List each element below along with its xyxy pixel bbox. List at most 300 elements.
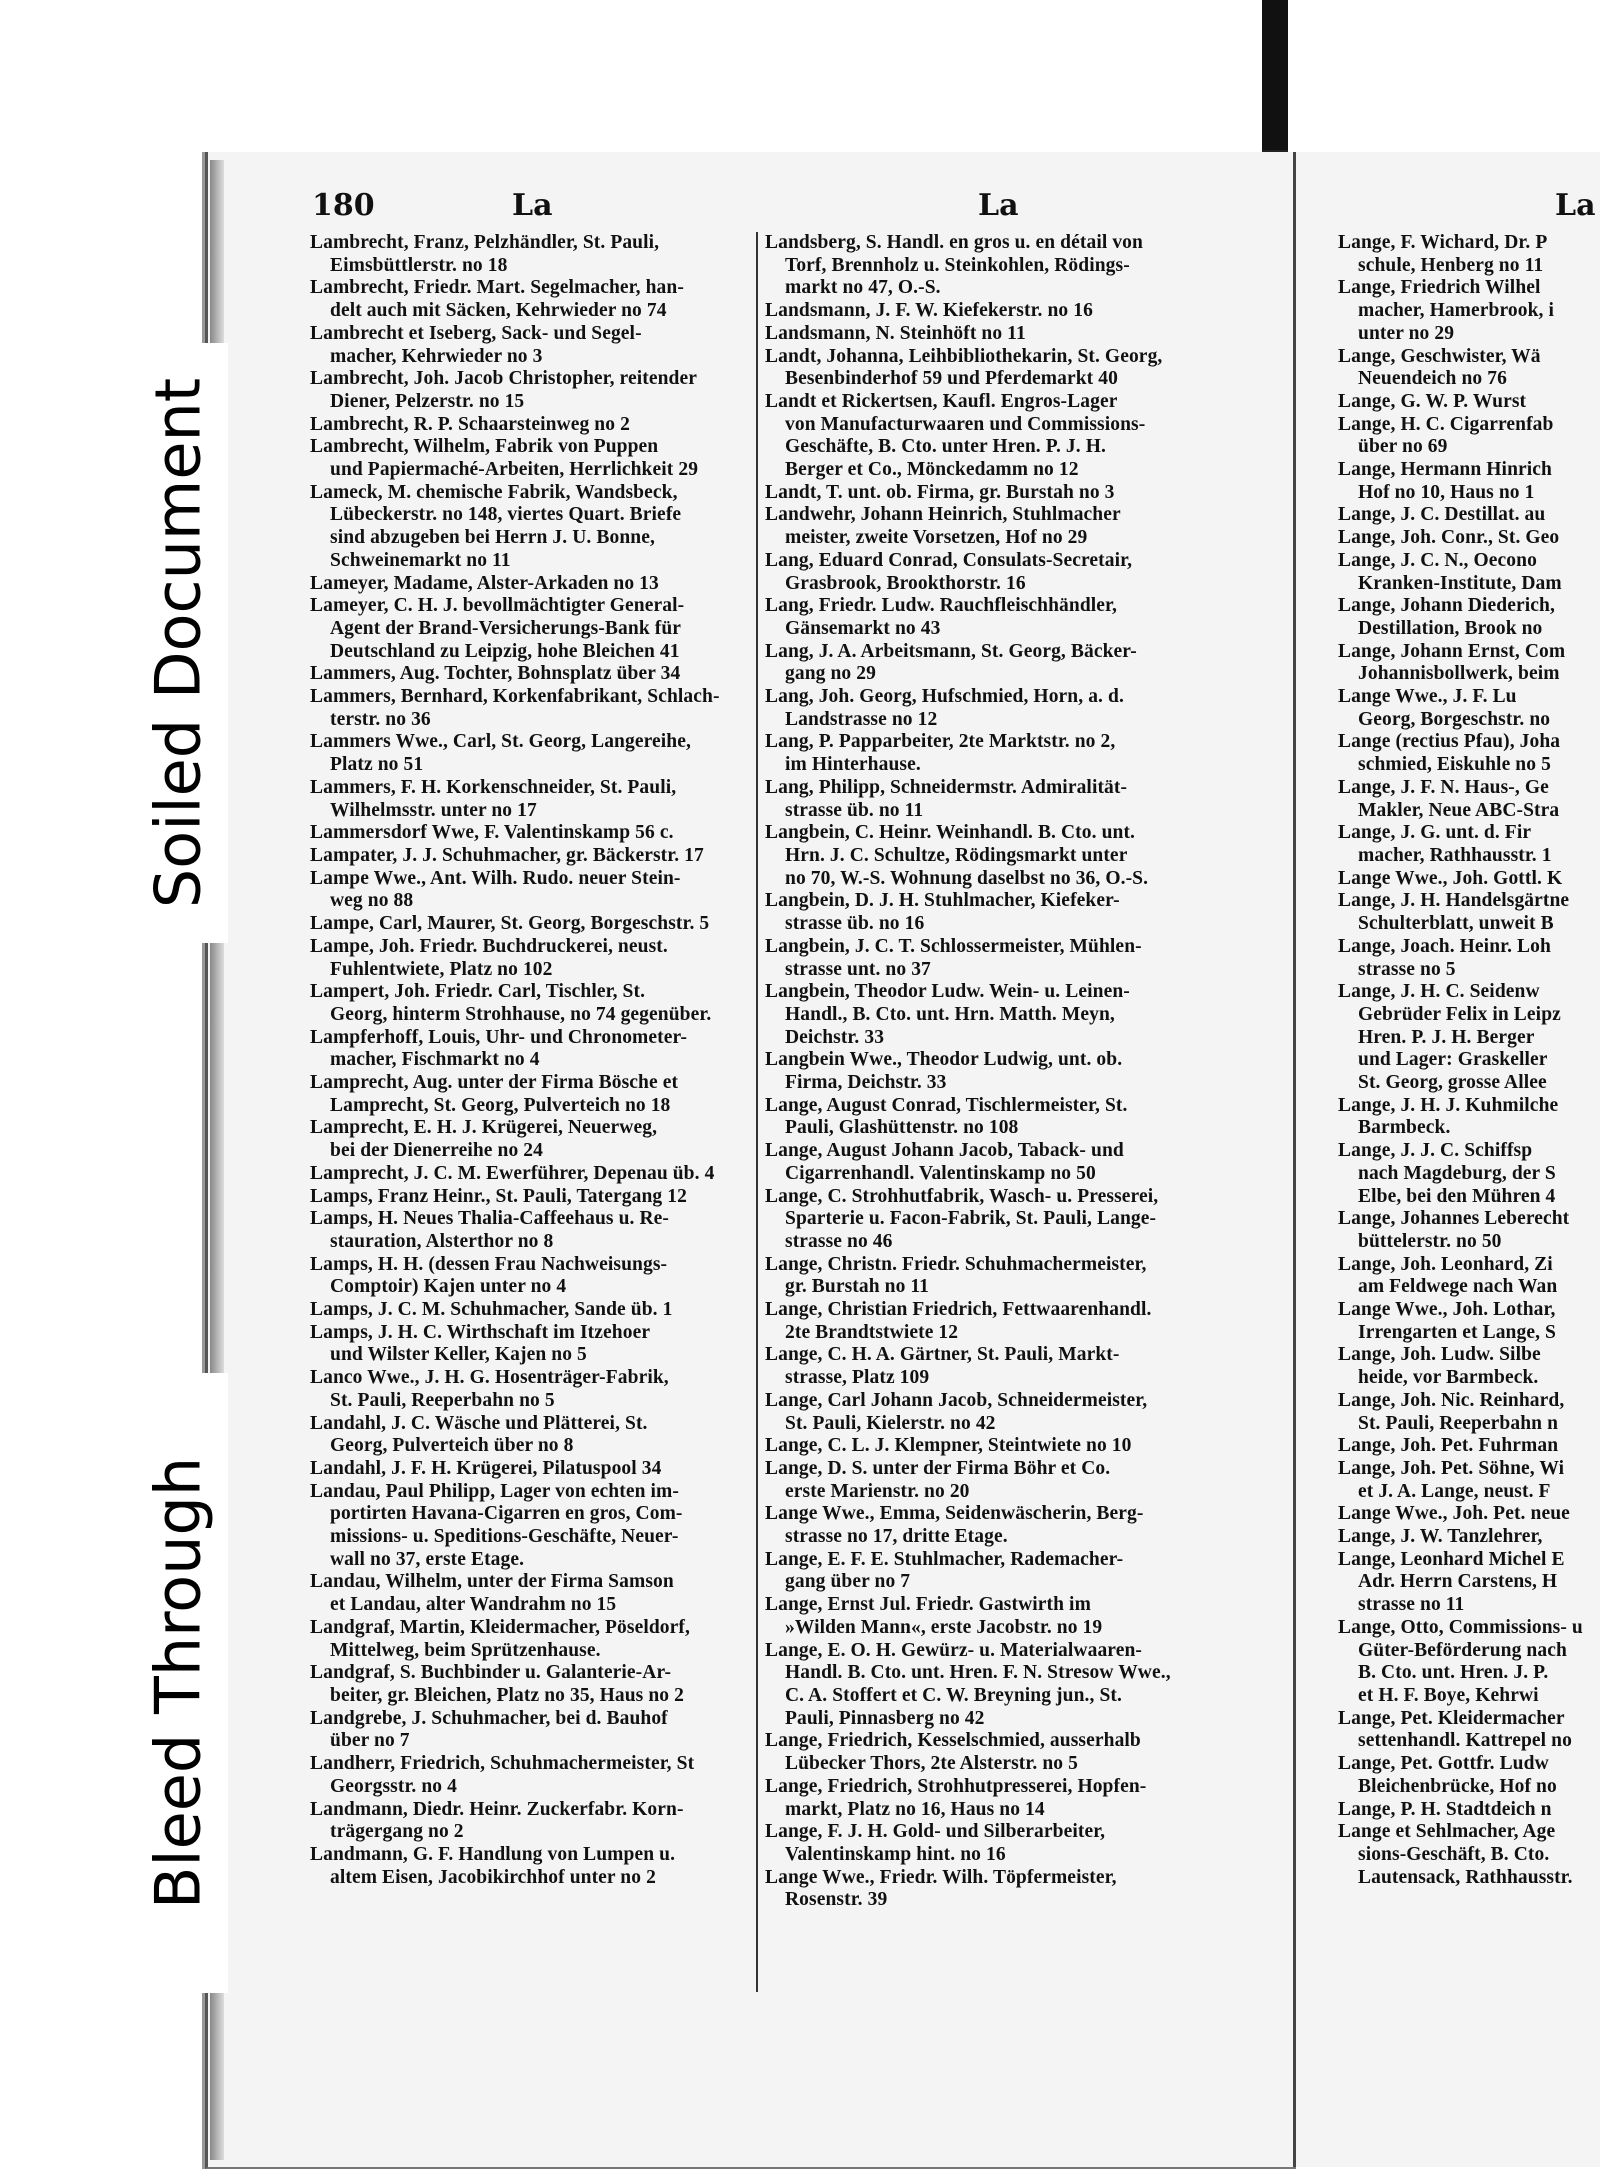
directory-entry xyxy=(310,936,760,981)
entry-continuation-line: strasse, Platz 109 xyxy=(785,1367,930,1389)
entry-continuation-line: et J. A. Lange, neust. F xyxy=(1358,1480,1551,1502)
entry-name-line: Lang, Friedr. Ludw. Rauchfleischhändler, xyxy=(765,595,1118,617)
soiled-document-label xyxy=(128,343,228,943)
entry-name-line: Landt, T. unt. ob. Firma, gr. Burstah no 3 xyxy=(765,481,1115,503)
entry-continuation-line: über no 69 xyxy=(1358,436,1448,458)
directory-entry xyxy=(310,1413,760,1458)
directory-entry xyxy=(310,822,760,845)
entry-continuation-line: et H. F. Boye, Kehrwi xyxy=(1358,1685,1539,1706)
entry-continuation-line: Comptoir) Kajen unter no 4 xyxy=(330,1276,567,1298)
directory-entry xyxy=(1338,777,1600,822)
directory-column-3 xyxy=(1338,232,1600,1889)
entry-name-line: Lange, Friedrich, Kesselschmied, ausserhalb xyxy=(765,1730,1141,1752)
entry-continuation-line: Elbe, bei den Mühren 4 xyxy=(1358,1185,1556,1207)
entry-continuation-line: und Lager: Graskeller xyxy=(1358,1049,1548,1071)
entry-continuation-line: Barmbeck. xyxy=(1358,1117,1451,1139)
bleed-through-text: Bleed Through xyxy=(141,1456,215,1910)
entry-name-line: Lange Wwe., Joh. Gottl. K xyxy=(1338,867,1563,889)
entry-continuation-line: Schulterblatt, unweit B xyxy=(1358,913,1554,935)
directory-entry xyxy=(765,1549,1223,1594)
entry-name-line: Lange, J. H. C. Seidenw xyxy=(1338,981,1540,1003)
entry-continuation-line: Georg, Borgeschstr. no xyxy=(1358,708,1551,730)
entry-name-line: Lange, F. J. H. Gold- und Silberarbeiter, xyxy=(765,1821,1106,1843)
directory-entry xyxy=(1338,1753,1600,1798)
directory-entry xyxy=(310,1072,760,1117)
entry-continuation-line: macher, Rathhausstr. 1 xyxy=(1358,844,1552,866)
soiled-document-text: Soiled Document xyxy=(141,377,215,909)
entry-continuation-line: markt no 47, O.-S. xyxy=(785,277,941,299)
entry-name-line: Lange, C. L. J. Klempner, Steintwiete no 10 xyxy=(765,1435,1132,1457)
entry-continuation-line: Hrn. J. C. Schultze, Rödingsmarkt unter xyxy=(785,844,1128,866)
entry-name-line: Lange, E. O. H. Gewürz- u. Materialwaaren- xyxy=(765,1639,1142,1661)
entry-continuation-line: sions-Geschäft, B. Cto. xyxy=(1358,1843,1550,1865)
directory-entry xyxy=(310,1186,760,1209)
entry-continuation-line: nach Magdeburg, der S xyxy=(1358,1162,1556,1184)
entry-name-line: Langbein, Theodor Ludw. Wein- u. Leinen- xyxy=(765,981,1130,1003)
entry-name-line: Lange, J. W. Tanzlehrer, xyxy=(1338,1526,1543,1548)
directory-entry xyxy=(1338,1254,1600,1299)
entry-continuation-line: über no 7 xyxy=(330,1730,410,1752)
entry-name-line: Lamprecht, J. C. M. Ewerführer, Depenau üb. 4 xyxy=(310,1162,715,1184)
page-number: 180 xyxy=(312,188,375,223)
entry-name-line: Lambrecht et Iseberg, Sack- und Segel- xyxy=(310,322,642,344)
directory-entry xyxy=(310,1458,760,1481)
entry-name-line: Lange, Pet. Gottfr. Ludw xyxy=(1338,1753,1549,1775)
entry-name-line: Lange, P. H. Stadtdeich n xyxy=(1338,1798,1552,1820)
entry-name-line: Lampferhoff, Louis, Uhr- und Chronometer- xyxy=(310,1026,688,1048)
directory-entry xyxy=(310,1571,760,1616)
directory-entry xyxy=(310,1163,760,1186)
entry-continuation-line: stauration, Alsterthor no 8 xyxy=(330,1230,554,1252)
entry-continuation-line: und Papiermaché-Arbeiten, Herrlichkeit 29 xyxy=(330,459,699,481)
directory-entry xyxy=(1338,1549,1600,1617)
directory-entry xyxy=(1338,595,1600,640)
entry-continuation-line: beiter, gr. Bleichen, Platz no 35, Haus no 2 xyxy=(330,1685,684,1706)
directory-entry xyxy=(310,232,760,277)
running-head-left: La xyxy=(512,188,553,223)
directory-entry xyxy=(1338,346,1600,391)
entry-name-line: Landmann, Diedr. Heinr. Zuckerfabr. Korn- xyxy=(310,1798,684,1820)
entry-continuation-line: wall no 37, erste Etage. xyxy=(330,1548,525,1570)
entry-continuation-line: Agent der Brand-Versicherungs-Bank für xyxy=(330,617,682,639)
running-head-right: La xyxy=(1555,188,1596,223)
directory-entry xyxy=(310,595,760,663)
entry-name-line: Lange, Leonhard Michel E xyxy=(1338,1548,1565,1570)
entry-name-line: Lange, J. H. Handelsgärtne xyxy=(1338,890,1570,912)
directory-entry xyxy=(310,1844,760,1889)
directory-entry xyxy=(1338,1390,1600,1435)
entry-name-line: Landmann, G. F. Handlung von Lumpen u. xyxy=(310,1843,676,1865)
entry-continuation-line: von Manufacturwaaren und Commissions- xyxy=(785,413,1146,435)
entry-continuation-line: Cigarrenhandl. Valentinskamp no 50 xyxy=(785,1162,1096,1184)
entry-continuation-line: Landstrasse no 12 xyxy=(785,708,938,730)
entry-continuation-line: im Hinterhause. xyxy=(785,754,921,776)
entry-continuation-line: Eimsbüttlerstr. no 18 xyxy=(330,254,508,276)
entry-continuation-line: Bleichenbrücke, Hof no xyxy=(1358,1775,1557,1797)
entry-name-line: Lammers, F. H. Korkenschneider, St. Pauli, xyxy=(310,776,677,798)
entry-continuation-line: Grasbrook, Brookthorstr. 16 xyxy=(785,572,1026,594)
entry-continuation-line: meister, zweite Vorsetzen, Hof no 29 xyxy=(785,527,1088,549)
directory-entry xyxy=(310,663,760,686)
entry-name-line: Lange, J. J. C. Schiffsp xyxy=(1338,1140,1533,1162)
entry-name-line: Lamps, J. H. C. Wirthschaft im Itzehoer xyxy=(310,1321,651,1343)
entry-name-line: Langbein, C. Heinr. Weinhandl. B. Cto. unt. xyxy=(765,822,1136,844)
entry-name-line: Langbein Wwe., Theodor Ludwig, unt. ob. xyxy=(765,1049,1123,1071)
entry-continuation-line: Irrengarten et Lange, S xyxy=(1358,1321,1556,1343)
entry-continuation-line: Schweinemarkt no 11 xyxy=(330,549,511,571)
directory-entry xyxy=(310,777,760,822)
directory-entry xyxy=(310,1753,760,1798)
directory-entry xyxy=(1338,981,1600,1095)
directory-entry xyxy=(1338,686,1600,731)
entry-continuation-line: missions- u. Speditions-Geschäfte, Neuer- xyxy=(330,1526,679,1548)
entry-name-line: Landgraf, Martin, Kleidermacher, Pöseldorf, xyxy=(310,1616,690,1638)
directory-entry xyxy=(310,368,760,413)
directory-entry xyxy=(1338,1708,1600,1753)
entry-name-line: Lange, Johannes Leberecht xyxy=(1338,1208,1570,1230)
directory-entry xyxy=(765,1435,1223,1458)
directory-entry xyxy=(310,414,760,437)
entry-name-line: Lambrecht, Wilhelm, Fabrik von Puppen xyxy=(310,436,659,458)
entry-continuation-line: unter no 29 xyxy=(1358,322,1455,344)
entry-name-line: Lambrecht, R. P. Schaarsteinweg no 2 xyxy=(310,413,630,435)
entry-name-line: Lange, C. Strohhutfabrik, Wasch- u. Presserei, xyxy=(765,1185,1159,1207)
entry-name-line: Lammers, Aug. Tochter, Bohnsplatz über 34 xyxy=(310,663,681,685)
entry-name-line: Lamps, H. Neues Thalia-Caffeehaus u. Re- xyxy=(310,1208,669,1230)
entry-continuation-line: C. A. Stoffert et C. W. Breyning jun., St. xyxy=(785,1685,1122,1706)
entry-continuation-line: erste Marienstr. no 20 xyxy=(785,1480,970,1502)
entry-name-line: Landsmann, J. F. W. Kiefekerstr. no 16 xyxy=(765,300,1093,322)
entry-continuation-line: Mittelweg, beim Sprützenhause. xyxy=(330,1639,601,1661)
directory-entry xyxy=(765,323,1223,346)
directory-entry xyxy=(765,1390,1223,1435)
entry-continuation-line: portirten Havana-Cigarren en gros, Com- xyxy=(330,1503,683,1525)
entry-continuation-line: markt, Platz no 16, Haus no 14 xyxy=(785,1798,1045,1820)
entry-continuation-line: strasse üb. no 11 xyxy=(785,799,924,821)
entry-name-line: Lange, Joh. Nic. Reinhard, xyxy=(1338,1389,1565,1411)
entry-continuation-line: Georg, Pulverteich über no 8 xyxy=(330,1435,574,1457)
entry-name-line: Lange, G. W. P. Wurst xyxy=(1338,390,1527,412)
entry-name-line: Lange, Carl Johann Jacob, Schneidermeister, xyxy=(765,1389,1148,1411)
entry-continuation-line: Lübeckerstr. no 148, viertes Quart. Briefe xyxy=(330,504,682,526)
entry-name-line: Lamps, J. C. M. Schuhmacher, Sande üb. 1 xyxy=(310,1299,673,1321)
directory-entry xyxy=(1338,1503,1600,1526)
directory-entry xyxy=(765,595,1223,640)
directory-entry xyxy=(765,391,1223,482)
directory-entry xyxy=(310,981,760,1026)
entry-continuation-line: delt auch mit Säcken, Kehrwieder no 74 xyxy=(330,300,667,322)
entry-name-line: Lange, J. C. Destillat. au xyxy=(1338,504,1546,526)
entry-continuation-line: Georgsstr. no 4 xyxy=(330,1775,457,1797)
entry-name-line: Lameyer, C. H. J. bevollmächtigter General- xyxy=(310,595,685,617)
directory-entry xyxy=(1338,1344,1600,1389)
directory-entry xyxy=(1338,1299,1600,1344)
directory-entry xyxy=(765,1821,1223,1866)
entry-name-line: Lang, Philipp, Schneidermstr. Admiralität- xyxy=(765,776,1128,798)
entry-continuation-line: Gebrüder Felix in Leipz xyxy=(1358,1003,1561,1025)
directory-entry xyxy=(765,1049,1223,1094)
entry-continuation-line: Neuendeich no 76 xyxy=(1358,368,1507,390)
entry-continuation-line: Deichstr. 33 xyxy=(785,1026,885,1048)
entry-continuation-line: St. Pauli, Reeperbahn no 5 xyxy=(330,1389,555,1411)
entry-name-line: Landherr, Friedrich, Schuhmachermeister, St xyxy=(310,1753,695,1775)
directory-entry xyxy=(310,482,760,573)
directory-entry xyxy=(310,913,760,936)
directory-entry xyxy=(310,1367,760,1412)
directory-entry xyxy=(1338,936,1600,981)
entry-name-line: Landahl, J. F. H. Krügerei, Pilatuspool 34 xyxy=(310,1457,662,1479)
directory-entry xyxy=(310,323,760,368)
entry-name-line: Lange Wwe., Joh. Lothar, xyxy=(1338,1299,1556,1321)
entry-continuation-line: Destillation, Brook no xyxy=(1358,617,1543,639)
entry-continuation-line: St. Pauli, Reeperbahn n xyxy=(1358,1412,1559,1434)
directory-entry xyxy=(1338,890,1600,935)
entry-name-line: Lange (rectius Pfau), Joha xyxy=(1338,731,1561,753)
directory-entry xyxy=(1338,277,1600,345)
entry-name-line: Langbein, J. C. T. Schlossermeister, Mühlen- xyxy=(765,935,1142,957)
entry-name-line: Lange, H. C. Cigarrenfab xyxy=(1338,413,1554,435)
directory-entry xyxy=(310,1117,760,1162)
entry-continuation-line: Lamprecht, St. Georg, Pulverteich no 18 xyxy=(330,1094,671,1116)
directory-entry xyxy=(765,641,1223,686)
entry-continuation-line: Rosenstr. 39 xyxy=(785,1889,888,1911)
column-divider xyxy=(756,232,758,1992)
entry-name-line: Lammers, Bernhard, Korkenfabrikant, Schlach- xyxy=(310,686,720,708)
entry-continuation-line: Hof no 10, Haus no 1 xyxy=(1358,481,1535,503)
directory-entry xyxy=(765,300,1223,323)
entry-name-line: Landt et Rickertsen, Kaufl. Engros-Lager xyxy=(765,390,1118,412)
directory-entry xyxy=(1338,1208,1600,1253)
entry-name-line: Lampater, J. J. Schuhmacher, gr. Bäckerstr. 17 xyxy=(310,844,704,866)
directory-entry xyxy=(1338,550,1600,595)
entry-name-line: Lambrecht, Friedr. Mart. Segelmacher, han- xyxy=(310,277,684,299)
entry-continuation-line: trägergang no 2 xyxy=(330,1821,464,1843)
entry-continuation-line: Adr. Herrn Carstens, H xyxy=(1358,1571,1558,1593)
entry-continuation-line: sind abzugeben bei Herrn J. U. Bonne, xyxy=(330,527,655,549)
entry-continuation-line: Platz no 51 xyxy=(330,754,424,776)
directory-entry xyxy=(310,1254,760,1299)
entry-continuation-line: Torf, Brennholz u. Steinkohlen, Rödings- xyxy=(785,254,1130,276)
directory-entry xyxy=(1338,1821,1600,1889)
entry-name-line: Lange Wwe., Emma, Seidenwäscherin, Berg- xyxy=(765,1503,1144,1525)
directory-entry xyxy=(310,1322,760,1367)
directory-entry xyxy=(310,573,760,596)
directory-entry xyxy=(765,822,1223,890)
entry-continuation-line: weg no 88 xyxy=(330,890,414,912)
entry-name-line: Lampe, Carl, Maurer, St. Georg, Borgeschstr. 5 xyxy=(310,913,710,935)
directory-entry xyxy=(310,1027,760,1072)
entry-name-line: Lange, Joh. Ludw. Silbe xyxy=(1338,1344,1541,1366)
entry-continuation-line: Berger et Co., Mönckedamm no 12 xyxy=(785,459,1079,481)
entry-continuation-line: gang über no 7 xyxy=(785,1571,911,1593)
entry-name-line: Lange, Ernst Jul. Friedr. Gastwirth im xyxy=(765,1594,1091,1616)
background-top xyxy=(0,0,1600,150)
entry-continuation-line: gr. Burstah no 11 xyxy=(785,1276,930,1298)
entry-continuation-line: Georg, hinterm Strohhause, no 74 gegenüber. xyxy=(330,1003,712,1025)
entry-name-line: Lange, August Conrad, Tischlermeister, St. xyxy=(765,1094,1128,1116)
directory-column-2 xyxy=(765,232,1223,1912)
directory-entry xyxy=(1338,822,1600,867)
entry-name-line: Lanco Wwe., J. H. G. Hosenträger-Fabrik, xyxy=(310,1367,669,1389)
entry-name-line: Lampert, Joh. Friedr. Carl, Tischler, St. xyxy=(310,981,646,1003)
entry-name-line: Lange, Hermann Hinrich xyxy=(1338,459,1552,481)
directory-entry xyxy=(310,1299,760,1322)
directory-entry xyxy=(1338,868,1600,891)
directory-entry xyxy=(765,731,1223,776)
entry-continuation-line: Besenbinderhof 59 und Pferdemarkt 40 xyxy=(785,368,1118,390)
directory-entry xyxy=(765,550,1223,595)
book-binding-shadow xyxy=(1262,0,1288,150)
entry-name-line: Lange, Joach. Heinr. Loh xyxy=(1338,935,1551,957)
entry-name-line: Lammers Wwe., Carl, St. Georg, Langereihe, xyxy=(310,731,691,753)
directory-entry xyxy=(765,232,1223,300)
entry-name-line: Lang, J. A. Arbeitsmann, St. Georg, Bäcker- xyxy=(765,640,1137,662)
entry-continuation-line: Handl., B. Cto. unt. Hrn. Matth. Meyn, xyxy=(785,1003,1115,1025)
entry-continuation-line: Lautensack, Rathhausstr. xyxy=(1358,1866,1573,1888)
entry-name-line: Landsmann, N. Steinhöft no 11 xyxy=(765,322,1026,344)
entry-continuation-line: Lübecker Thors, 2te Alsterstr. no 5 xyxy=(785,1753,1078,1775)
directory-entry xyxy=(765,1458,1223,1503)
entry-name-line: Lammersdorf Wwe, F. Valentinskamp 56 c. xyxy=(310,822,674,844)
directory-entry xyxy=(310,1481,760,1572)
entry-name-line: Landgrebe, J. Schuhmacher, bei d. Bauhof xyxy=(310,1707,668,1729)
directory-entry xyxy=(1338,414,1600,459)
running-head-middle: La xyxy=(978,188,1019,223)
entry-name-line: Lange, Friedrich Wilhel xyxy=(1338,277,1541,299)
entry-name-line: Lange, Johann Diederich, xyxy=(1338,595,1555,617)
entry-name-line: Lange, J. F. N. Haus-, Ge xyxy=(1338,776,1549,798)
entry-continuation-line: Valentinskamp hint. no 16 xyxy=(785,1843,1006,1865)
directory-entry xyxy=(765,1299,1223,1344)
entry-name-line: Lamps, H. H. (dessen Frau Nachweisungs- xyxy=(310,1253,668,1275)
directory-entry xyxy=(1338,1617,1600,1708)
directory-entry xyxy=(1338,527,1600,550)
entry-name-line: Lang, Eduard Conrad, Consulats-Secretair, xyxy=(765,549,1133,571)
directory-entry xyxy=(765,1730,1223,1775)
entry-name-line: Lange, Joh. Pet. Söhne, Wi xyxy=(1338,1457,1565,1479)
directory-column-1 xyxy=(310,232,760,1889)
entry-name-line: Lange, E. F. E. Stuhlmacher, Rademacher- xyxy=(765,1548,1124,1570)
entry-continuation-line: »Wilden Mann«, erste Jacobstr. no 19 xyxy=(785,1616,1103,1638)
entry-continuation-line: heide, vor Barmbeck. xyxy=(1358,1367,1539,1389)
directory-entry xyxy=(1338,504,1600,527)
entry-name-line: Lange Wwe., J. F. Lu xyxy=(1338,686,1517,708)
directory-entry xyxy=(765,1140,1223,1185)
entry-continuation-line: strasse no 11 xyxy=(1358,1594,1465,1616)
entry-continuation-line: schmied, Eiskuhle no 5 xyxy=(1358,754,1551,776)
entry-continuation-line: gang no 29 xyxy=(785,663,876,685)
entry-continuation-line: schule, Henberg no 11 xyxy=(1358,254,1544,276)
entry-continuation-line: Fuhlentwiete, Platz no 102 xyxy=(330,958,553,980)
entry-name-line: Lange et Sehlmacher, Age xyxy=(1338,1821,1556,1843)
entry-name-line: Landsberg, S. Handl. en gros u. en détail von xyxy=(765,232,1143,253)
entry-continuation-line: bei der Dienerreihe no 24 xyxy=(330,1140,544,1162)
entry-name-line: Lange, Otto, Commissions- u xyxy=(1338,1616,1583,1638)
entry-continuation-line: B. Cto. unt. Hren. J. P. xyxy=(1358,1662,1549,1684)
entry-continuation-line: Pauli, Glashüttenstr. no 108 xyxy=(785,1117,1019,1139)
entry-name-line: Lange, J. C. N., Oecono xyxy=(1338,549,1537,571)
entry-continuation-line: strasse no 46 xyxy=(785,1230,893,1252)
directory-entry xyxy=(765,936,1223,981)
directory-entry xyxy=(765,1095,1223,1140)
directory-entry xyxy=(310,731,760,776)
directory-entry xyxy=(765,1776,1223,1821)
entry-continuation-line: am Feldwege nach Wan xyxy=(1358,1276,1558,1298)
directory-entry xyxy=(765,1254,1223,1299)
directory-entry xyxy=(310,868,760,913)
directory-entry xyxy=(310,1799,760,1844)
entry-name-line: Lange, F. Wichard, Dr. P xyxy=(1338,232,1548,253)
entry-name-line: Lambrecht, Joh. Jacob Christopher, reitender xyxy=(310,368,697,390)
entry-name-line: Lange, Joh. Pet. Fuhrman xyxy=(1338,1435,1559,1457)
entry-continuation-line: strasse üb. no 16 xyxy=(785,913,925,935)
entry-continuation-line: strasse no 5 xyxy=(1358,958,1456,980)
directory-entry xyxy=(765,504,1223,549)
directory-entry xyxy=(1338,459,1600,504)
entry-continuation-line: Hren. P. J. H. Berger xyxy=(1358,1026,1535,1048)
entry-continuation-line: Pauli, Pinnasberg no 42 xyxy=(785,1707,985,1729)
entry-continuation-line: Diener, Pelzerstr. no 15 xyxy=(330,390,525,412)
entry-continuation-line: macher, Kehrwieder no 3 xyxy=(330,345,543,367)
bleed-through-label xyxy=(128,1373,228,1993)
entry-continuation-line: macher, Fischmarkt no 4 xyxy=(330,1049,540,1071)
entry-continuation-line: büttelerstr. no 50 xyxy=(1358,1230,1502,1252)
entry-name-line: Lamprecht, E. H. J. Krügerei, Neuerweg, xyxy=(310,1117,658,1139)
directory-entry xyxy=(310,686,760,731)
entry-name-line: Lange, Geschwister, Wä xyxy=(1338,345,1541,367)
directory-entry xyxy=(765,1344,1223,1389)
directory-entry xyxy=(1338,1095,1600,1140)
directory-entry xyxy=(765,346,1223,391)
directory-entry xyxy=(310,1662,760,1707)
entry-continuation-line: terstr. no 36 xyxy=(330,708,431,730)
entry-continuation-line: Wilhelmsstr. unter no 17 xyxy=(330,799,537,821)
entry-name-line: Lange, Joh. Conr., St. Geo xyxy=(1338,527,1560,549)
entry-name-line: Lamprecht, Aug. unter der Firma Bösche et xyxy=(310,1072,679,1094)
entry-continuation-line: Kranken-Institute, Dam xyxy=(1358,572,1562,594)
entry-name-line: Lange, D. S. unter der Firma Böhr et Co. xyxy=(765,1457,1111,1479)
entry-name-line: Lampe Wwe., Ant. Wilh. Rudo. neuer Stein- xyxy=(310,867,681,889)
entry-name-line: Lange, Christn. Friedr. Schuhmachermeister, xyxy=(765,1253,1147,1275)
entry-name-line: Lange, Christian Friedrich, Fettwaarenhandl. xyxy=(765,1299,1152,1321)
entry-continuation-line: Geschäfte, B. Cto. unter Hren. P. J. H. xyxy=(785,436,1106,458)
directory-entry xyxy=(765,1640,1223,1731)
entry-name-line: Lange, Pet. Kleidermacher xyxy=(1338,1707,1565,1729)
directory-entry xyxy=(1338,232,1600,277)
directory-entry xyxy=(1338,1458,1600,1503)
directory-entry xyxy=(1338,391,1600,414)
entry-continuation-line: macher, Hamerbrook, i xyxy=(1358,300,1554,322)
directory-entry xyxy=(765,981,1223,1049)
directory-entry xyxy=(1338,641,1600,686)
directory-entry xyxy=(310,845,760,868)
entry-continuation-line: Handl. B. Cto. unt. Hren. F. N. Stresow Wwe., xyxy=(785,1662,1171,1684)
entry-name-line: Lange, Johann Ernst, Com xyxy=(1338,640,1566,662)
entry-name-line: Lange Wwe., Friedr. Wilh. Töpfermeister, xyxy=(765,1866,1117,1888)
directory-entry xyxy=(765,482,1223,505)
directory-entry xyxy=(310,1208,760,1253)
entry-continuation-line: Güter-Beförderung nach xyxy=(1358,1639,1567,1661)
directory-entry xyxy=(765,1594,1223,1639)
entry-continuation-line: strasse no 17, dritte Etage. xyxy=(785,1526,1008,1548)
entry-continuation-line: altem Eisen, Jacobikirchhof unter no 2 xyxy=(330,1866,656,1888)
directory-entry xyxy=(765,1867,1223,1912)
directory-entry xyxy=(310,277,760,322)
directory-entry xyxy=(765,777,1223,822)
directory-entry xyxy=(1338,731,1600,776)
entry-continuation-line: settenhandl. Kattrepel no xyxy=(1358,1730,1572,1752)
entry-name-line: Lange, C. H. A. Gärtner, St. Pauli, Markt- xyxy=(765,1344,1120,1366)
